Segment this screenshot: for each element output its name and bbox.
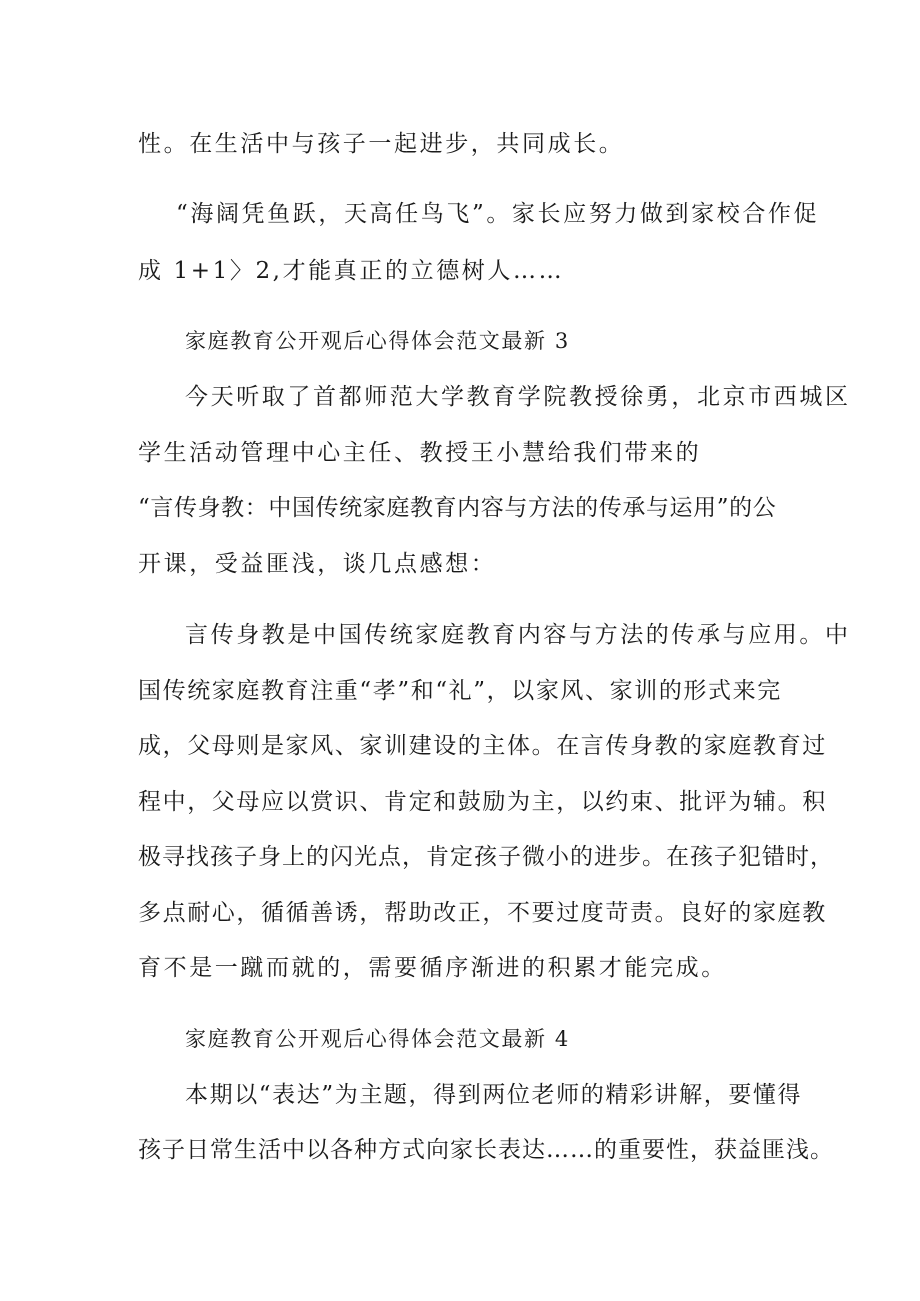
paragraph-line: 成，父母则是家风、家训建设的主体。在言传身教的家庭教育过 [138,733,827,759]
paragraph-line: 育不是一蹴而就的，需要循序渐进的积累才能完成。 [138,955,727,981]
paragraph-line: 成 1+1〉2,才能真正的立德树人…… [138,258,565,284]
paragraph-line: 本期以“表达”为主题，得到两位老师的精彩讲解，要懂得 [185,1082,803,1108]
paragraph-line: 极寻找孩子身上的闪光点，肯定孩子微小的进步。在孩子犯错时， [138,844,834,870]
paragraph-line: 性。在生活中与孩子一起进步，共同成长。 [138,131,625,157]
section-heading: 家庭教育公开观后心得体会范文最新 4 [185,1027,570,1051]
paragraph-line: 程中，父母应以赏识、肯定和鼓励为主，以约束、批评为辅。积 [138,789,827,815]
paragraph-line: 国传统家庭教育注重“孝”和“礼”，以家风、家训的形式来完 [138,678,782,704]
paragraph-line: 言传身教是中国传统家庭教育内容与方法的传承与应用。中 [185,622,851,648]
paragraph-line: 孩子日常生活中以各种方式向家长表达……的重要性，获益匪浅。 [138,1137,834,1163]
paragraph-line: 多点耐心，循循善诱，帮助改正，不要过度苛责。良好的家庭教 [138,900,827,926]
paragraph-line: “海阔凭鱼跃，天高任鸟飞”。家长应努力做到家校合作促 [176,201,820,227]
paragraph-line: “言传身教：中国传统家庭教育内容与方法的传承与运用”的公 [138,495,777,521]
section-heading: 家庭教育公开观后心得体会范文最新 3 [185,329,570,353]
paragraph-line: 开课，受益匪浅，谈几点感想： [138,551,497,577]
paragraph-line: 今天听取了首都师范大学教育学院教授徐勇，北京市西城区 [185,384,851,410]
paragraph-line: 学生活动管理中心主任、教授王小慧给我们带来的 [138,440,702,466]
